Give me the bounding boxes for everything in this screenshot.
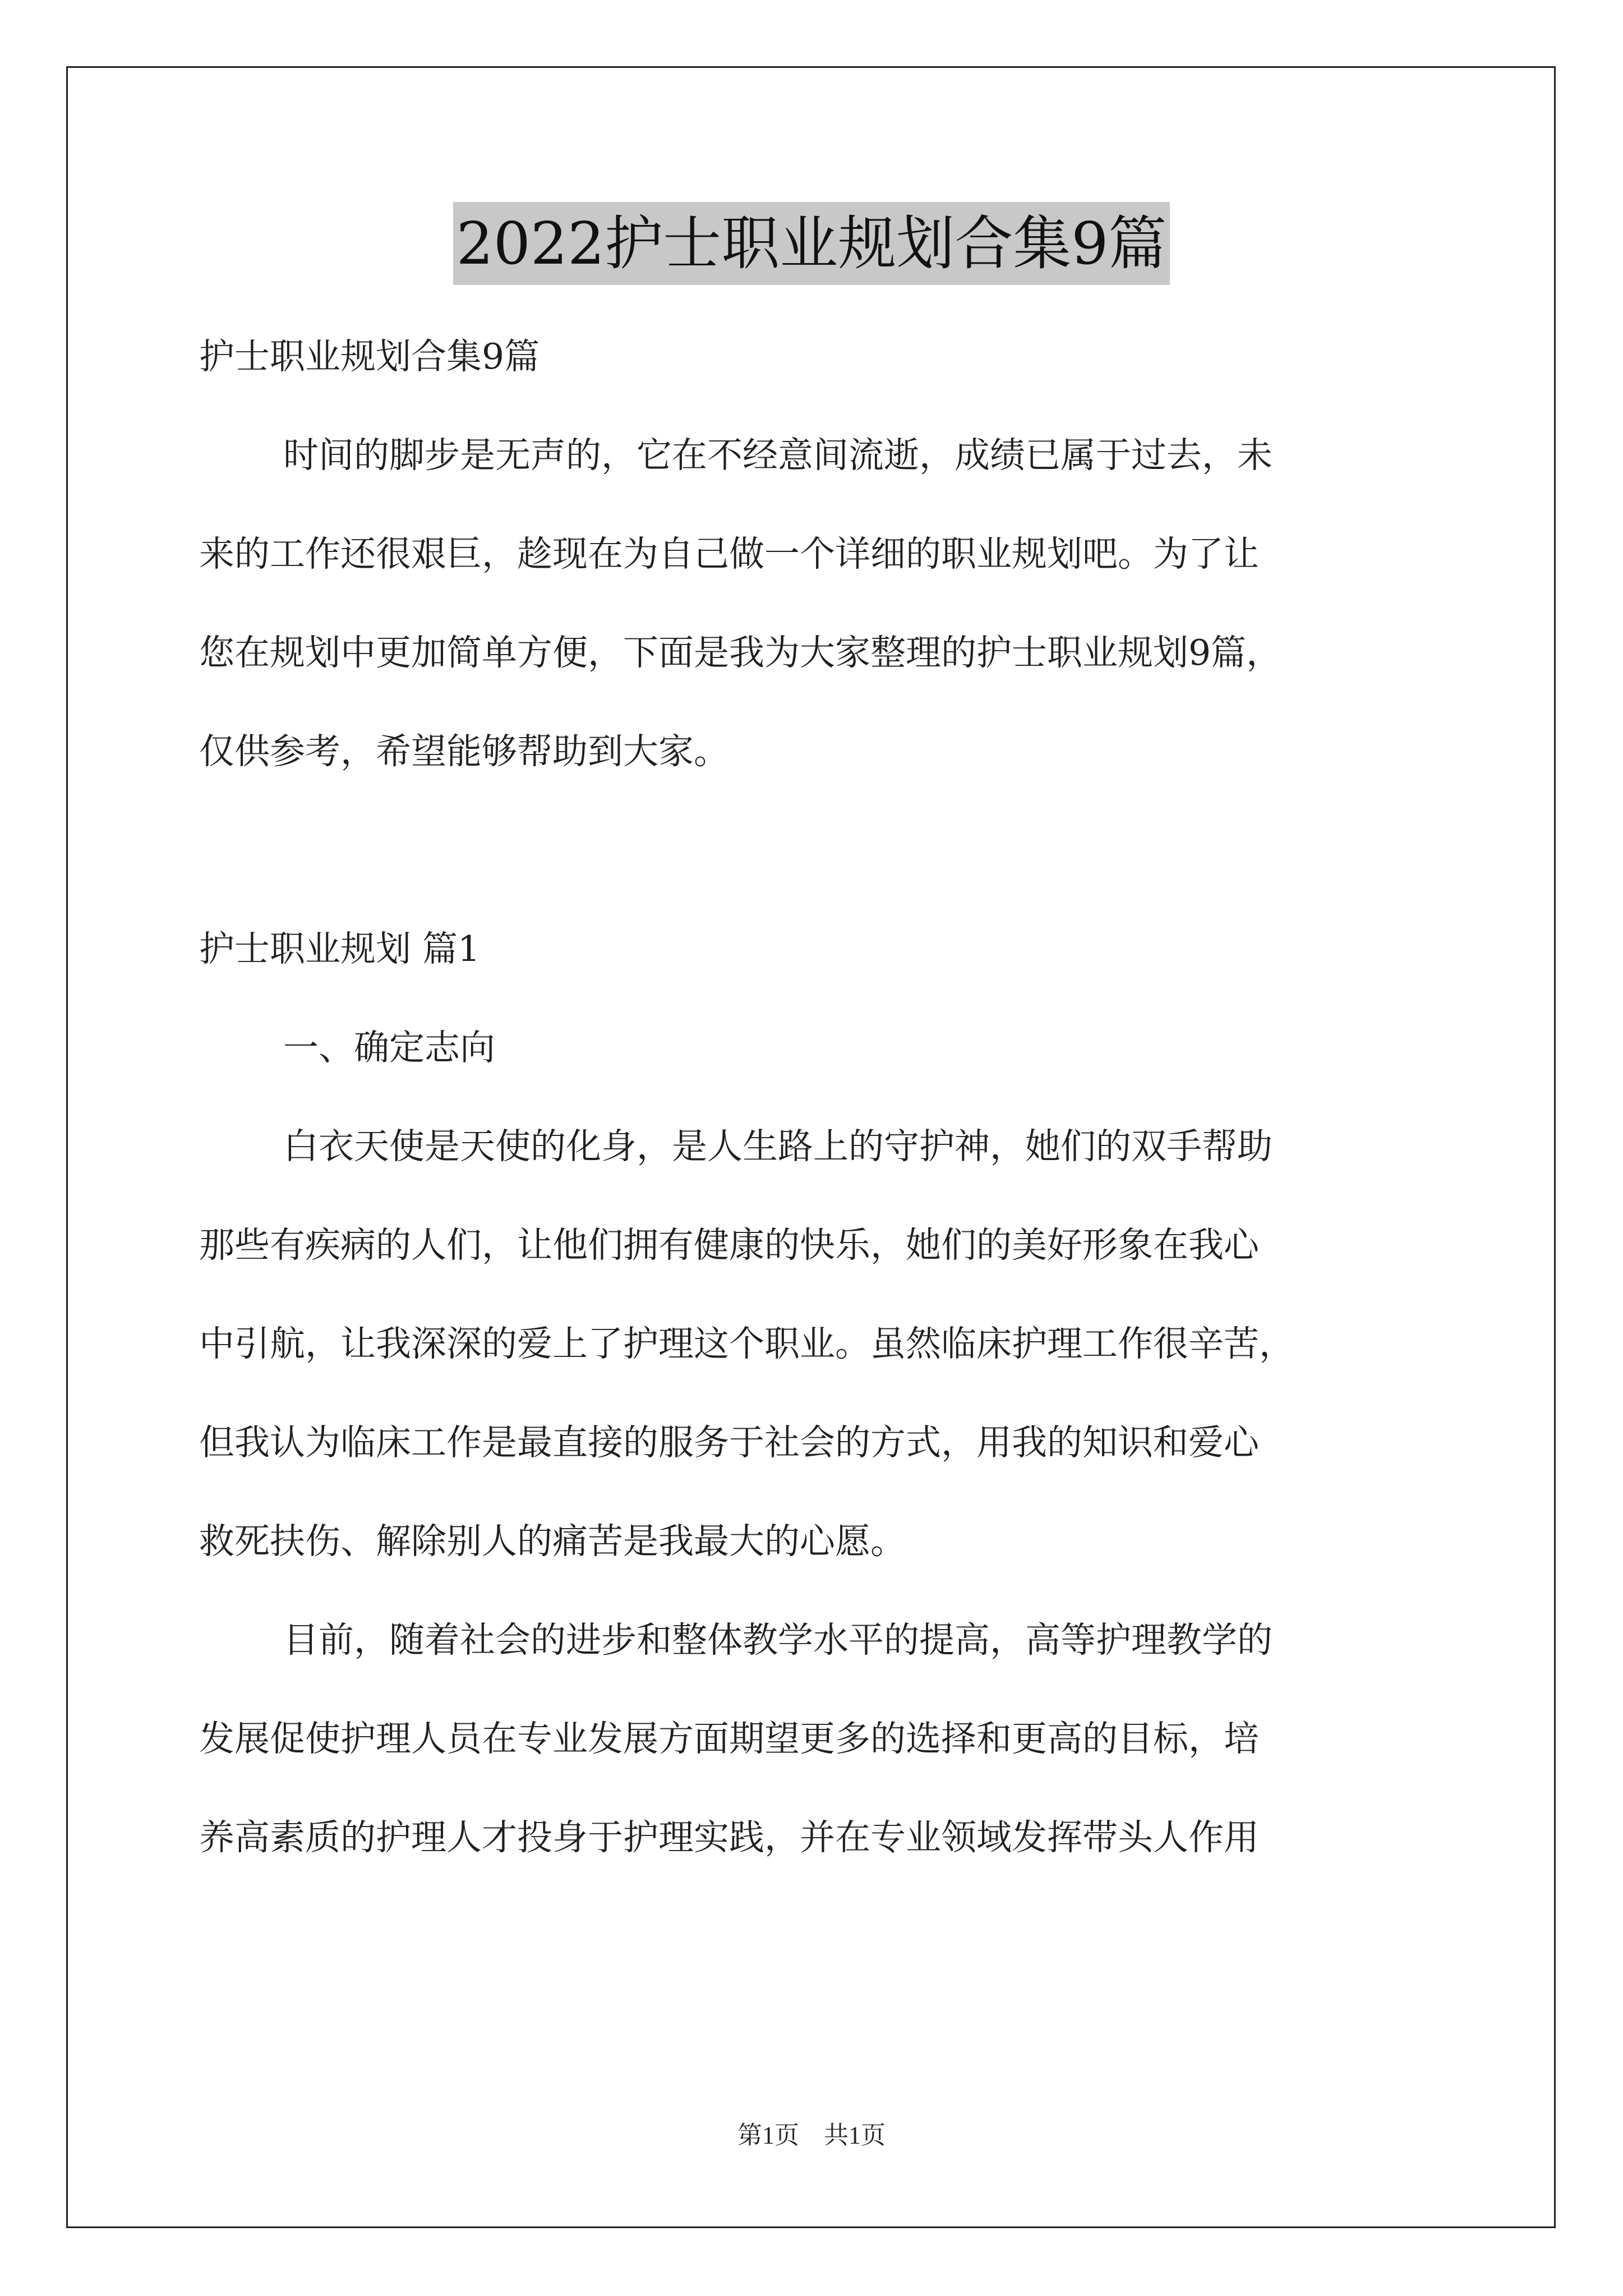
document-subtitle: 护士职业规划合集9篇: [199, 336, 540, 377]
intro-line-3: 您在规划中更加简单方便，下面是我为大家整理的护士职业规划9篇，: [199, 632, 1282, 673]
section-gap: [199, 801, 1433, 900]
paragraph1-line-1: 白衣天使是天使的化身，是人生路上的守护神，她们的双手帮助: [283, 1126, 1272, 1167]
page-footer: [0, 2115, 1623, 2151]
paragraph1-line-4: 但我认为临床工作是最直接的服务于社会的方式，用我的知识和爱心: [199, 1422, 1259, 1463]
intro-line-2: 来的工作还很艰巨，趁现在为自己做一个详细的职业规划吧。为了让: [199, 533, 1259, 574]
document-body: [199, 307, 1433, 1887]
paragraph1-line-3: 中引航，让我深深的爱上了护理这个职业。虽然临床护理工作很辛苦，: [199, 1323, 1294, 1364]
title-container: [0, 202, 1623, 285]
intro-line-1: 时间的脚步是无声的，它在不经意间流逝，成绩已属于过去，未: [283, 435, 1272, 476]
paragraph1-line-2: 那些有疾病的人们，让他们拥有健康的快乐，她们的美好形象在我心: [199, 1225, 1259, 1266]
subheading: 一、确定志向: [283, 1027, 495, 1068]
paragraph2-line-2: 发展促使护理人员在专业发展方面期望更多的选择和更高的目标，培: [199, 1718, 1259, 1759]
intro-line-4: 仅供参考，希望能够帮助到大家。: [199, 731, 729, 772]
paragraph2-line-3: 养高素质的护理人才投身于护理实践，并在专业领域发挥带头人作用: [199, 1817, 1259, 1858]
page-number: 第1页 共1页: [737, 2122, 886, 2149]
paragraph1-line-5: 救死扶伤、解除别人的痛苦是我最大的心愿。: [199, 1521, 906, 1562]
section-heading: 护士职业规划 篇1: [199, 928, 481, 969]
paragraph2-line-1: 目前，随着社会的进步和整体教学水平的提高，高等护理教学的: [283, 1619, 1272, 1660]
document-title: 2022护士职业规划合集9篇: [453, 202, 1170, 285]
